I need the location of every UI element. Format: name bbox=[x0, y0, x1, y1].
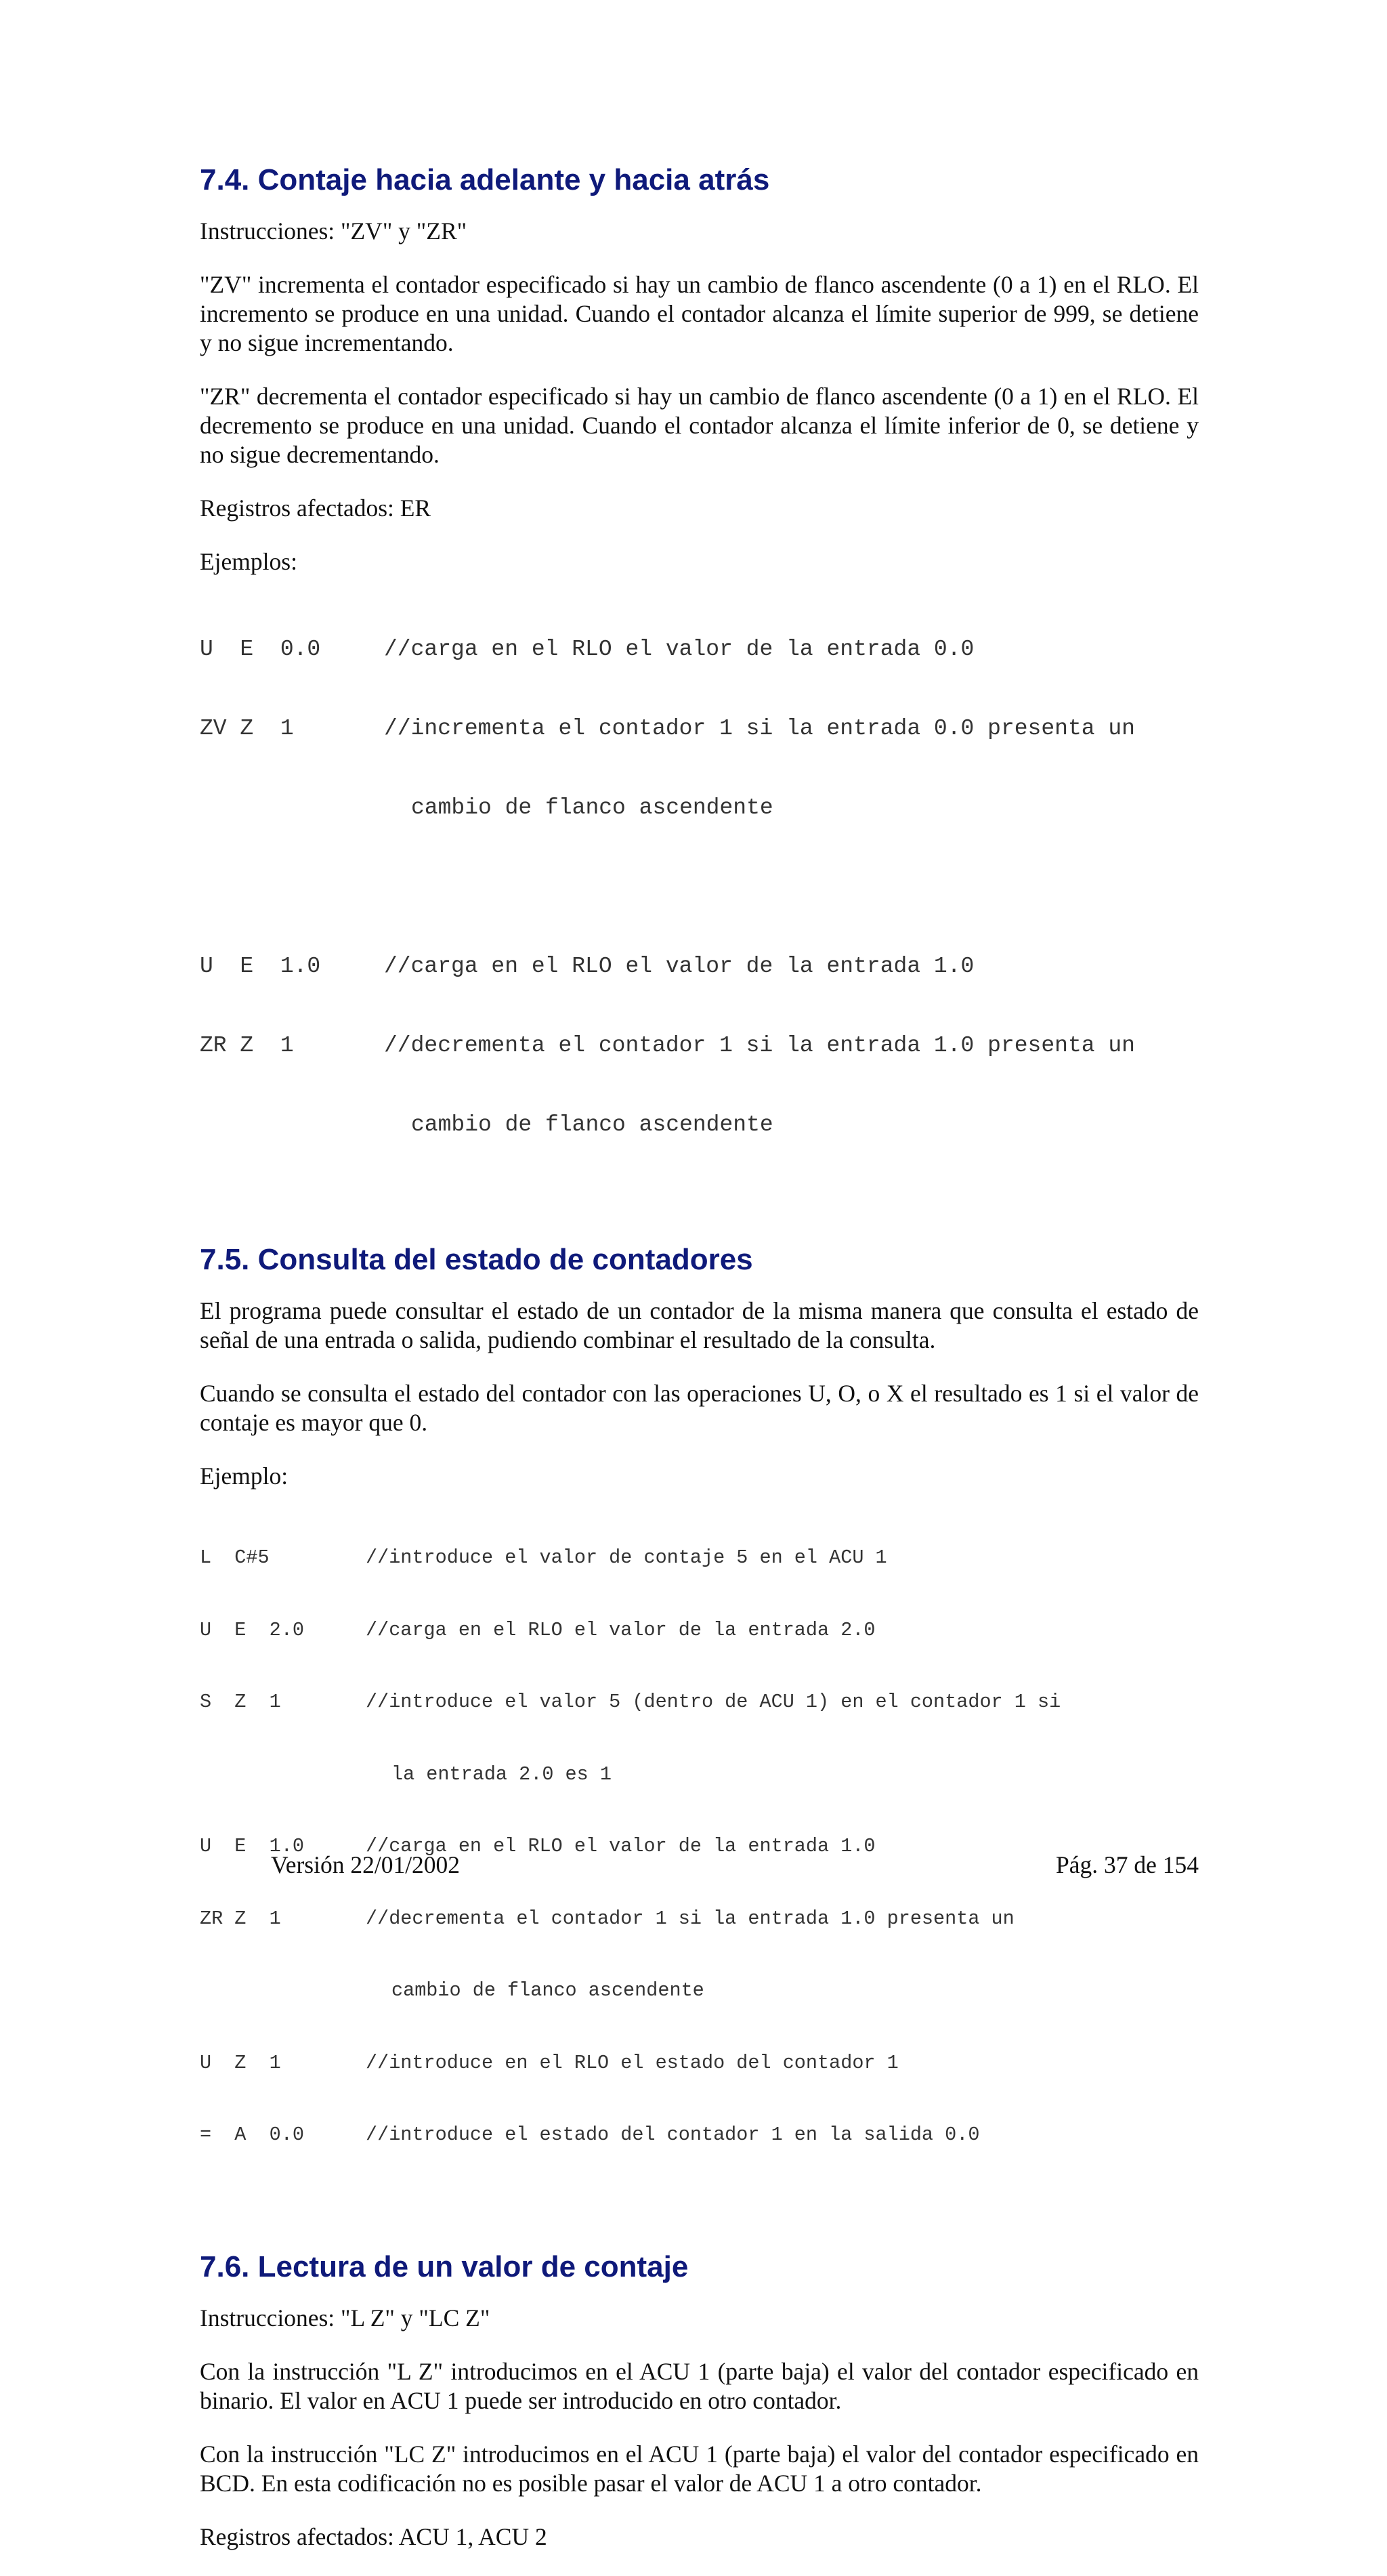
code-comment: //carga en el RLO el valor de la entrada 1.0 bbox=[366, 1835, 876, 1857]
code-operation: ZR Z 1 bbox=[200, 1033, 294, 1058]
paragraph: Registros afectados: ACU 1, ACU 2 bbox=[200, 2522, 547, 2550]
code-comment: //carga en el RLO el valor de la entrada 2.0 bbox=[366, 1618, 876, 1641]
paragraph: Instrucciones: "L Z" y "LC Z" bbox=[200, 2304, 490, 2331]
section-title-7-5: 7.5. Consulta del estado de contadores bbox=[200, 1243, 753, 1276]
code-operation: = A 0.0 bbox=[200, 2124, 304, 2146]
code-comment: cambio de flanco ascendente bbox=[411, 795, 773, 820]
paragraph: Con la instrucción "LC Z" introducimos en el ACU 1 (parte baja) el valor del contador especificado en BCD. En esta codificación no es posible pasar el valor de ACU 1 a otro contador. bbox=[200, 2440, 1199, 2497]
code-line bbox=[200, 1032, 1199, 1059]
paragraph: El programa puede consultar el estado de un contador de la misma manera que consulta el estado de señal de una entrada o salida, pudiendo combinar el resultado de la consulta. bbox=[200, 1297, 1199, 1353]
version-label: Versión 22/01/2002 bbox=[271, 1851, 461, 1878]
paragraph: Con la instrucción "L Z" introducimos en el ACU 1 (parte baja) el valor del contador especificado en binario. El valor en ACU 1 puede ser introducido en otro contador. bbox=[200, 2357, 1199, 2414]
code-line bbox=[200, 715, 1199, 742]
code-comment: cambio de flanco ascendente bbox=[411, 1112, 773, 1137]
section-title-7-4: 7.4. Contaje hacia adelante y hacia atrás bbox=[200, 163, 770, 196]
paragraph: Ejemplo: bbox=[200, 1462, 289, 1490]
code-line bbox=[200, 636, 1199, 662]
code-line bbox=[200, 1690, 1199, 1714]
document-page bbox=[200, 161, 1199, 2576]
code-comment: //decrementa el contador 1 si la entrada 1.0 presenta un bbox=[384, 1033, 1135, 1058]
code-operation: U E 1.0 bbox=[200, 1835, 304, 1857]
section-title-7-6: 7.6. Lectura de un valor de contaje bbox=[200, 2250, 689, 2283]
code-operation: S Z 1 bbox=[200, 1691, 281, 1713]
paragraph: Instrucciones: "ZV" y "ZR" bbox=[200, 217, 467, 245]
paragraph: Ejemplos: bbox=[200, 548, 297, 575]
page-footer bbox=[271, 1851, 1199, 1880]
code-operation bbox=[200, 1112, 384, 1138]
code-block-7-4 bbox=[200, 583, 1199, 1191]
code-operation: ZR Z 1 bbox=[200, 1907, 281, 1930]
code-line bbox=[200, 1762, 1199, 1787]
code-comment: //introduce el valor 5 (dentro de ACU 1) en el contador 1 si bbox=[366, 1691, 1061, 1713]
code-line bbox=[200, 795, 1199, 821]
paragraph: "ZR" decrementa el contador especificado si hay un cambio de flanco ascendente (0 a 1) en el RLO. El decremento se produce en una unidad. Cuando el contador alcanza el límite inferior de 0, se detiene y no sigue decrementando. bbox=[200, 383, 1199, 468]
code-line bbox=[200, 1546, 1199, 1570]
code-line bbox=[200, 1112, 1199, 1138]
code-line bbox=[200, 1907, 1199, 1931]
code-comment: la entrada 2.0 es 1 bbox=[391, 1762, 612, 1786]
code-comment: //decrementa el contador 1 si la entrada 1.0 presenta un bbox=[366, 1907, 1015, 1930]
code-operation: U E 0.0 bbox=[200, 637, 321, 662]
code-operation bbox=[200, 1979, 366, 2003]
code-comment: //carga en el RLO el valor de la entrada 0.0 bbox=[384, 637, 975, 662]
code-operation: U Z 1 bbox=[200, 2051, 281, 2074]
paragraph: "ZV" incrementa el contador especificado si hay un cambio de flanco ascendente (0 a 1) en el RLO. El incremento se produce en una unidad. Cuando el contador alcanza el límite superior de 999, se detiene y no sigue incrementando. bbox=[200, 271, 1199, 356]
code-comment: //introduce el valor de contaje 5 en el ACU 1 bbox=[366, 1546, 887, 1569]
code-operation: ZV Z 1 bbox=[200, 716, 294, 741]
page-number: Pág. 37 de 154 bbox=[1055, 1851, 1199, 1878]
code-comment: //introduce el estado del contador 1 en la salida 0.0 bbox=[366, 2124, 980, 2146]
code-operation: L C#5 bbox=[200, 1546, 270, 1569]
code-comment: //incrementa el contador 1 si la entrada 0.0 presenta un bbox=[384, 716, 1135, 741]
paragraph: Cuando se consulta el estado del contador con las operaciones U, O, o X el resultado es 1 si el valor de contaje es mayor que 0. bbox=[200, 1380, 1199, 1436]
code-block-7-5 bbox=[200, 1498, 1199, 2195]
code-line bbox=[200, 1618, 1199, 1643]
code-line bbox=[200, 2123, 1199, 2147]
code-line bbox=[200, 2051, 1199, 2075]
code-operation bbox=[200, 795, 384, 821]
code-comment: //introduce en el RLO el estado del contador 1 bbox=[366, 2051, 899, 2074]
code-comment: //carga en el RLO el valor de la entrada 1.0 bbox=[384, 954, 975, 979]
code-operation: U E 2.0 bbox=[200, 1618, 304, 1641]
code-line bbox=[200, 1979, 1199, 2003]
code-operation bbox=[200, 1762, 366, 1787]
code-line bbox=[200, 953, 1199, 979]
code-operation: U E 1.0 bbox=[200, 954, 321, 979]
code-comment: cambio de flanco ascendente bbox=[391, 1979, 704, 2002]
paragraph: Registros afectados: ER bbox=[200, 494, 431, 522]
